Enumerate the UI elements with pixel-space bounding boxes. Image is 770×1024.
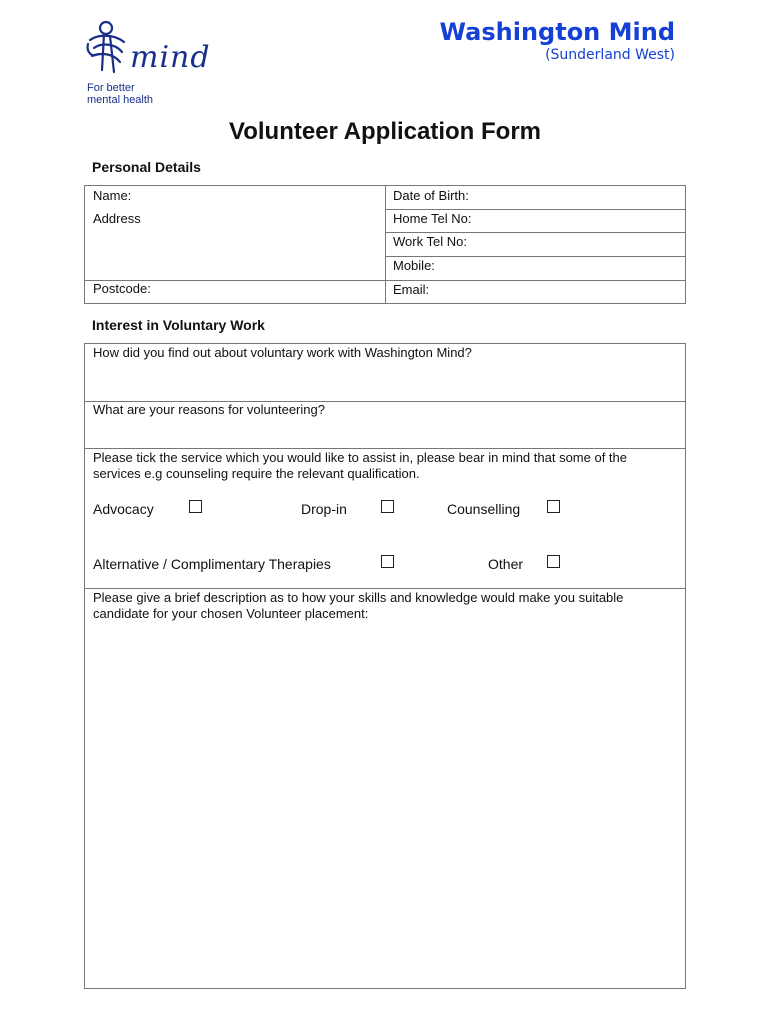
postcode-field[interactable]: Postcode: <box>93 281 151 296</box>
question-skills-description[interactable]: Please give a brief description as to how your skills and knowledge would make you suitable candidate for your chosen Volunteer placement: <box>93 590 624 621</box>
service-advocacy-checkbox[interactable] <box>189 500 202 513</box>
row-divider <box>385 232 685 233</box>
tagline-line-1: For better <box>87 82 135 94</box>
question-reasons[interactable]: What are your reasons for volunteering? <box>93 402 325 417</box>
column-divider <box>385 186 386 303</box>
logo-word: mind <box>130 40 211 75</box>
service-therapies-label: Alternative / Complimentary Therapies <box>93 556 331 572</box>
date-of-birth-field[interactable]: Date of Birth: <box>393 188 469 203</box>
service-counselling-checkbox[interactable] <box>547 500 560 513</box>
question-service-choice: Please tick the service which you would like to assist in, please bear in mind that some of the services e.g counseling require the relevant qualification. <box>93 450 627 481</box>
service-dropin-checkbox[interactable] <box>381 500 394 513</box>
interest-heading: Interest in Voluntary Work <box>92 317 265 333</box>
question-how-found-out[interactable]: How did you find out about voluntary work with Washington Mind? <box>93 345 472 360</box>
service-advocacy-label: Advocacy <box>93 501 154 517</box>
service-dropin-label: Drop-in <box>301 501 347 517</box>
row-divider <box>385 209 685 210</box>
mind-logo-figure-icon <box>84 18 132 76</box>
name-field[interactable]: Name: <box>93 188 132 203</box>
row-divider <box>385 256 685 257</box>
row-divider <box>85 448 685 449</box>
organisation-name: Washington Mind <box>439 18 675 46</box>
form-title: Volunteer Application Form <box>228 118 541 145</box>
address-field[interactable]: Address <box>93 211 141 226</box>
personal-details-table <box>84 185 686 304</box>
logo-tagline <box>87 82 153 106</box>
service-other-checkbox[interactable] <box>547 555 560 568</box>
home-tel-field[interactable]: Home Tel No: <box>393 211 472 226</box>
organisation-branch: (Sunderland West) <box>545 47 675 63</box>
service-therapies-checkbox[interactable] <box>381 555 394 568</box>
row-divider <box>85 280 685 281</box>
interest-table <box>84 343 686 989</box>
email-field[interactable]: Email: <box>393 282 430 297</box>
service-other-label: Other <box>488 556 524 572</box>
personal-details-heading: Personal Details <box>92 159 201 175</box>
service-counselling-label: Counselling <box>447 501 521 517</box>
mobile-field[interactable]: Mobile: <box>393 258 435 273</box>
tagline-line-2: mental health <box>87 94 154 106</box>
work-tel-field[interactable]: Work Tel No: <box>393 234 467 249</box>
row-divider <box>85 588 685 589</box>
